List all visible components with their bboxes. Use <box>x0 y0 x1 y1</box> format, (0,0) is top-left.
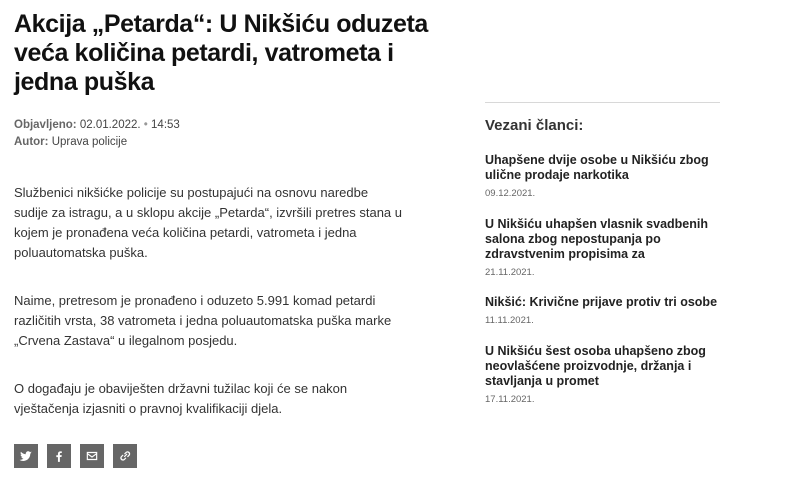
author-label: Autor: <box>14 136 49 148</box>
meta-separator: • <box>143 119 148 131</box>
related-item-title[interactable]: Nikšić: Krivične prijave protiv tri osobe <box>485 295 718 309</box>
related-item-title[interactable]: U Nikšiću uhapšen vlasnik svadbenih salona zbog nepostupanja po zdravstvenim propisima za <box>485 217 708 261</box>
share-twitter-button[interactable] <box>14 444 38 468</box>
related-item-date: 09.12.2021. <box>485 188 536 199</box>
twitter-icon <box>19 449 33 463</box>
related-item <box>485 153 720 200</box>
related-item-title[interactable]: Uhapšene dvije osobe u Nikšiću zbog ulične prodaje narkotika <box>485 153 709 182</box>
related-articles <box>485 102 720 406</box>
related-item-date: 17.11.2021. <box>485 394 535 405</box>
facebook-icon <box>52 449 66 463</box>
related-item-date: 21.11.2021. <box>485 267 535 278</box>
related-item <box>485 217 720 279</box>
copy-link-button[interactable] <box>113 444 137 468</box>
related-item <box>485 295 720 327</box>
article-paragraph: O događaju je obaviješten državni tužilac koji će se nakon vještačenja izjasniti o pravnoj kvalifikaciji djela. <box>14 381 348 416</box>
email-icon <box>85 449 99 463</box>
published-label: Objavljeno: <box>14 119 77 131</box>
published-line <box>14 117 180 134</box>
article-meta <box>14 117 180 151</box>
share-bar <box>14 444 137 468</box>
article-paragraph: Naime, pretresom je pronađeno i oduzeto 5.991 komad petardi različitih vrsta, 38 vatrometa i jedna poluautomatska puška marke „Crvena Zastava“ u ilegalnom posjedu. <box>14 293 392 348</box>
article-paragraph: Službenici nikšićke policije su postupajući na osnovu naredbe sudije za istragu, a u sklopu akcije „Petarda“, izvršili pretres stana u kojem je pronađena veća količina petardi, vatrometa i jedna poluautomatska puška. <box>14 185 403 260</box>
article-body <box>14 183 404 447</box>
share-email-button[interactable] <box>80 444 104 468</box>
author-line <box>14 134 180 151</box>
author-name: Uprava policije <box>51 136 128 148</box>
related-heading: Vezani članci: <box>485 117 584 134</box>
share-facebook-button[interactable] <box>47 444 71 468</box>
published-time: 14:53 <box>151 119 180 131</box>
link-icon <box>118 449 132 463</box>
related-list <box>485 153 720 406</box>
related-item <box>485 344 720 406</box>
published-date: 02.01.2022. <box>79 119 141 131</box>
article-title: Akcija „Petarda“: U Nikšiću oduzeta veća količina petardi, vatrometa i jedna puška <box>14 10 428 96</box>
related-item-date: 11.11.2021. <box>485 315 534 326</box>
related-item-title[interactable]: U Nikšiću šest osoba uhapšeno zbog neovlašćene proizvodnje, držanja i stavljanja u promet <box>485 344 706 388</box>
